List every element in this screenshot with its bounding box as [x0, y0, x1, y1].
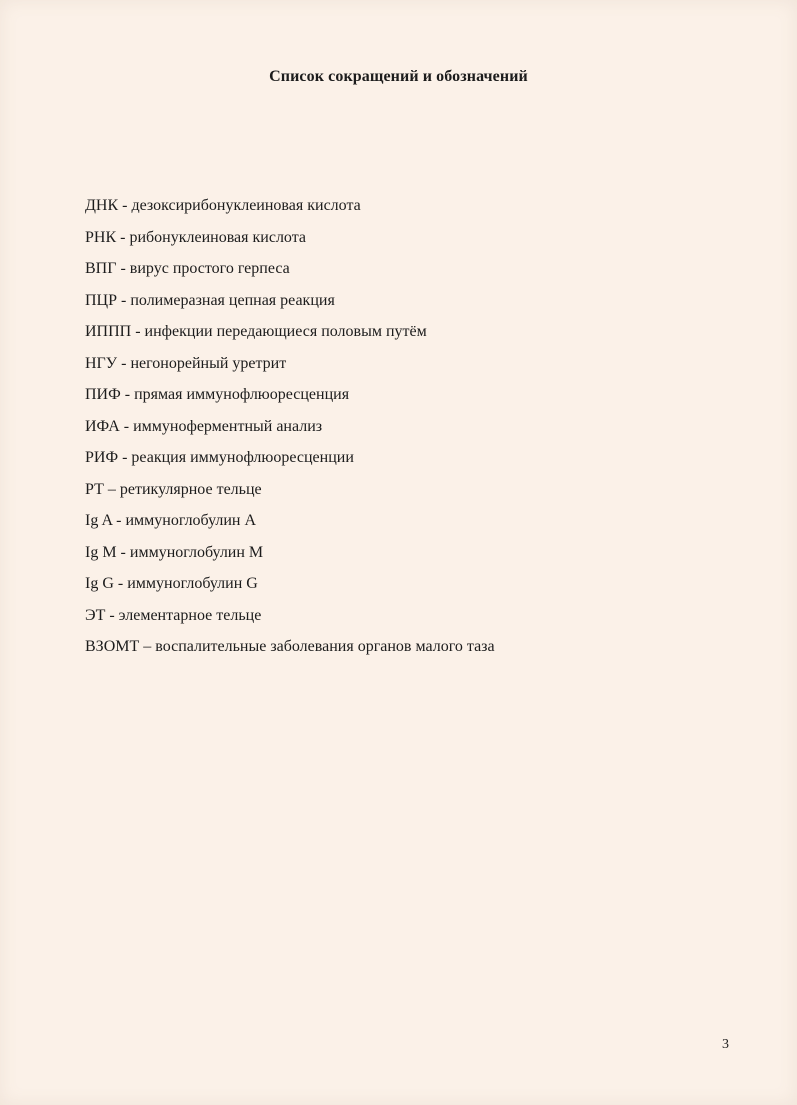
list-item: ВЗОМТ – воспалительные заболевания органов малого таза	[85, 638, 495, 655]
list-item: РИФ - реакция иммунофлюоресценции	[85, 449, 354, 466]
list-item: ИФА - иммуноферментный анализ	[85, 417, 323, 435]
list-item: ДНК - дезоксирибонуклеиновая кислота	[85, 197, 361, 214]
list-item: ВПГ - вирус простого герпеса	[85, 260, 290, 277]
list-item: РНК - рибонуклеиновая кислота	[85, 228, 307, 246]
page-number: 3	[722, 1037, 729, 1052]
list-item: Ig G - иммуноглобулин G	[85, 575, 258, 592]
list-item: ИППП - инфекции передающиеся половым путём	[85, 323, 427, 340]
page-title: Список сокращений и обозначений	[269, 68, 528, 85]
abbreviation-list	[85, 195, 495, 668]
list-item: Ig A - иммуноглобулин А	[85, 512, 257, 529]
list-item: РТ – ретикулярное тельце	[85, 480, 262, 498]
list-item: ПЦР - полимеразная цепная реакция	[85, 291, 335, 309]
list-item: Ig M - иммуноглобулин М	[85, 543, 264, 561]
list-item: ЭТ - элементарное тельце	[85, 606, 262, 624]
list-item: ПИФ - прямая иммунофлюоресценция	[85, 386, 350, 403]
list-item: НГУ - негонорейный уретрит	[85, 354, 287, 372]
